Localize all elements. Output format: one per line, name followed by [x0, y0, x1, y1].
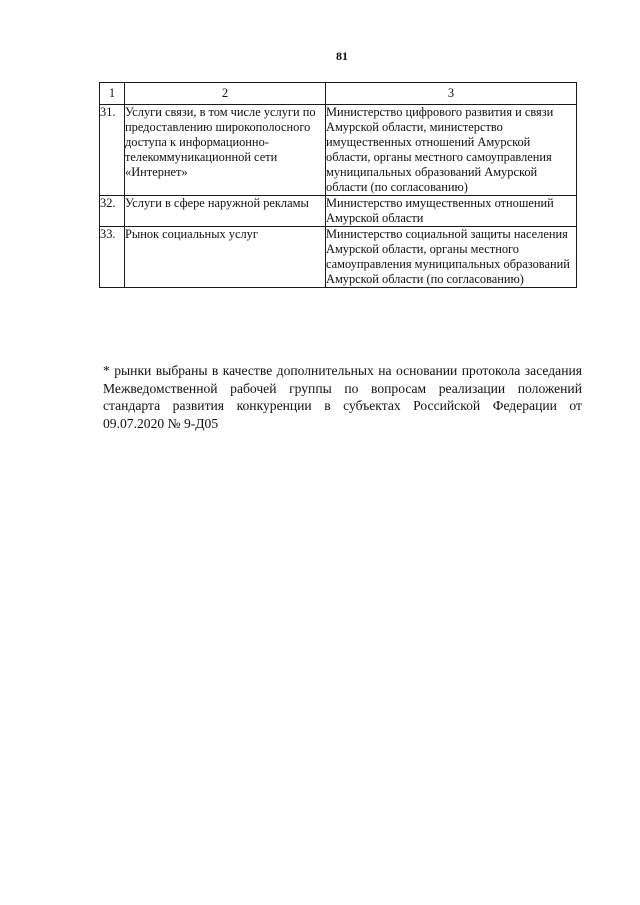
page-number: 81	[336, 49, 348, 63]
table-row	[100, 196, 577, 227]
column-header-authority: 3	[326, 83, 577, 105]
market-name: Услуги связи, в том числе услуги по предоставлению широкополосного доступа к информационно-телекоммуникационной сети «Интернет»	[125, 105, 326, 196]
row-number: 33.	[100, 227, 125, 288]
market-name: Услуги в сфере наружной рекламы	[125, 196, 326, 227]
responsible-authority: Министерство имущественных отношений Амурской области	[326, 196, 577, 227]
table-row	[100, 105, 577, 196]
market-name: Рынок социальных услуг	[125, 227, 326, 288]
responsible-authority: Министерство цифрового развития и связи Амурской области, министерство имущественных отношений Амурской области, органы местного самоуправления муниципальных образований Амурской области (по согласованию)	[326, 105, 577, 196]
row-number: 31.	[100, 105, 125, 196]
markets-table	[99, 82, 577, 288]
footnote: * рынки выбраны в качестве дополнительных на основании протокола заседания Межведомственной рабочей группы по вопросам реализации положений стандарта развития конкуренции в субъектах Российской Федерации от 09.07.2020 № 9-Д05	[103, 363, 582, 431]
column-header-market: 2	[125, 83, 326, 105]
table-row	[100, 227, 577, 288]
column-header-number: 1	[100, 83, 125, 105]
table-header-row	[100, 83, 577, 105]
responsible-authority: Министерство социальной защиты населения Амурской области, органы местного самоуправления муниципальных образований Амурской области (по согласованию)	[326, 227, 577, 288]
row-number: 32.	[100, 196, 125, 227]
